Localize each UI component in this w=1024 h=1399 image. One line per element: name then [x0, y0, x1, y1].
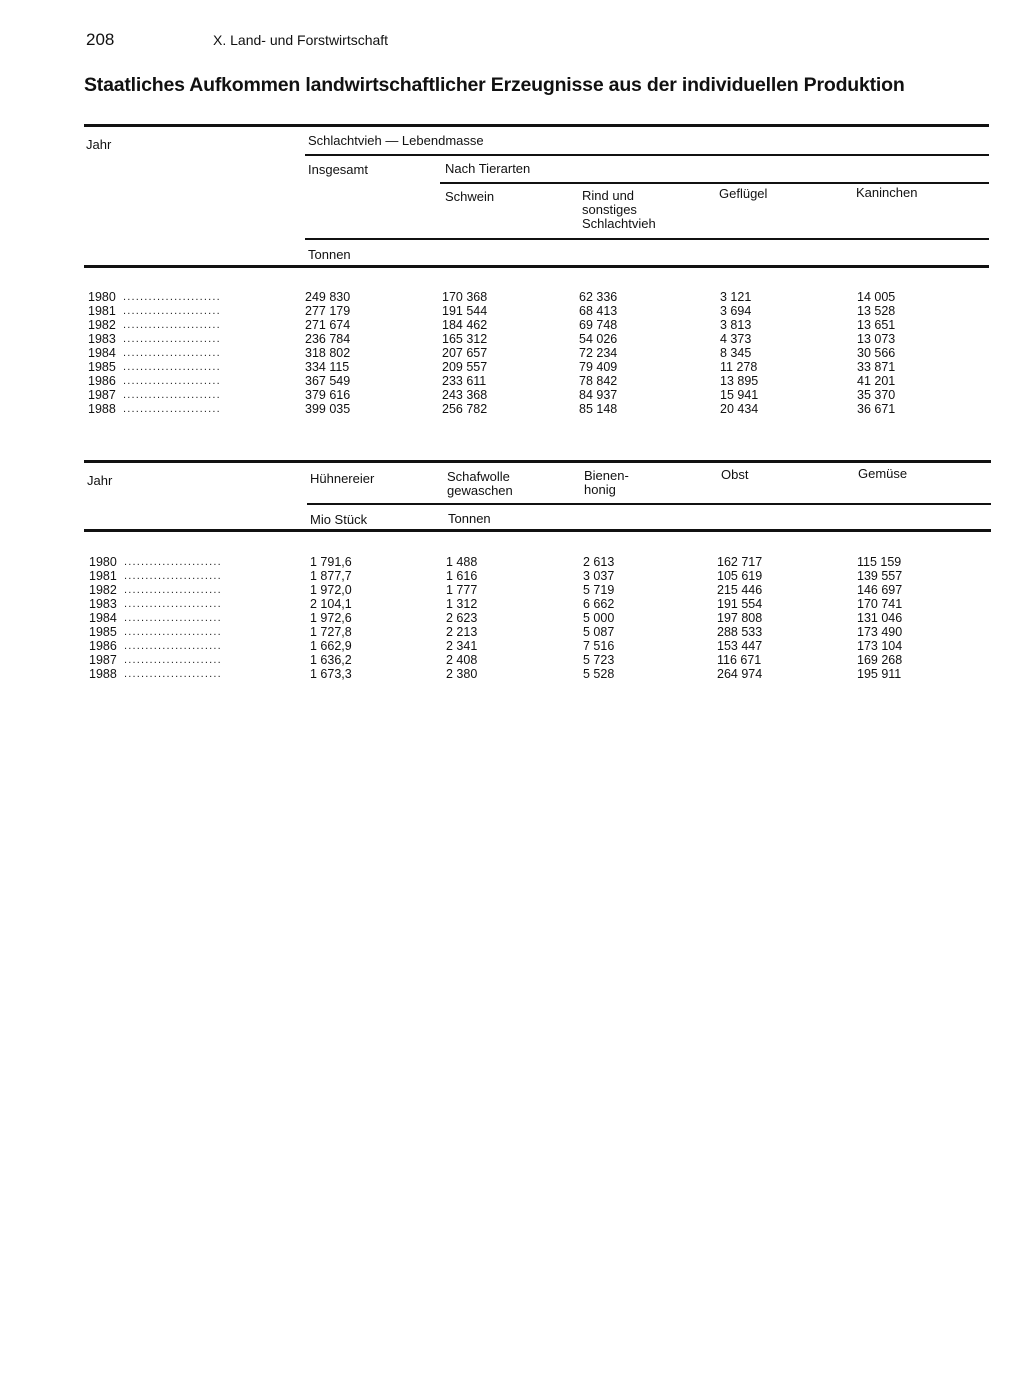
row-value: 72 234: [579, 346, 618, 360]
table-row: [88, 388, 988, 402]
col-schafwolle-line1: Schafwolle: [447, 469, 510, 484]
col-rind-line1: Rind und: [582, 188, 635, 203]
table-row: [89, 667, 989, 681]
row-value: 1 877,7: [310, 569, 352, 583]
row-value: 1 312: [446, 597, 478, 611]
row-year: 1988: [88, 402, 116, 416]
leader-dots: .......................: [123, 347, 221, 359]
table2-col-gemuese: Gemüse: [858, 466, 908, 481]
row-value: 209 557: [442, 360, 488, 374]
leader-dots: .......................: [124, 584, 222, 596]
row-value: 1 636,2: [310, 653, 352, 667]
table-row: [88, 290, 988, 304]
row-value: 191 554: [717, 597, 763, 611]
row-value: 3 037: [583, 569, 615, 583]
table-row: [88, 346, 988, 360]
row-value: 197 808: [717, 611, 763, 625]
leader-dots: .......................: [124, 626, 222, 638]
row-value: 69 748: [579, 318, 618, 332]
row-value: 139 557: [857, 569, 903, 583]
row-value: 243 368: [442, 388, 488, 402]
row-value: 277 179: [305, 304, 351, 318]
row-value: 15 941: [720, 388, 759, 402]
table2-unit-tonnen: Tonnen: [448, 511, 491, 526]
row-value: 3 694: [720, 304, 752, 318]
table2-col-obst: Obst: [721, 467, 749, 482]
table2-top-rule: [84, 460, 991, 463]
row-value: 35 370: [857, 388, 896, 402]
col-rind-line3: Schlachtvieh: [582, 216, 656, 231]
table1-subgroup-rule: [440, 182, 989, 184]
table2-col-bienenhonig: [584, 469, 629, 497]
table1-top-rule: [84, 124, 989, 127]
row-value: 3 813: [720, 318, 752, 332]
row-value: 5 087: [583, 625, 615, 639]
row-year: 1982: [89, 583, 117, 597]
row-value: 5 000: [583, 611, 615, 625]
row-value: 13 528: [857, 304, 896, 318]
leader-dots: .......................: [123, 403, 221, 415]
table-row: [89, 639, 989, 653]
row-year: 1981: [89, 569, 117, 583]
row-value: 20 434: [720, 402, 759, 416]
row-value: 5 719: [583, 583, 615, 597]
table1-insgesamt-header: Insgesamt: [308, 162, 368, 177]
row-value: 116 671: [717, 653, 762, 667]
row-value: 54 026: [579, 332, 618, 346]
row-value: 256 782: [442, 402, 488, 416]
chapter-heading: X. Land- und Forstwirtschaft: [213, 32, 389, 48]
row-value: 41 201: [857, 374, 896, 388]
row-year: 1986: [88, 374, 116, 388]
table1-group-rule: [305, 154, 989, 156]
row-value: 3 121: [720, 290, 752, 304]
row-value: 2 104,1: [310, 597, 352, 611]
row-value: 2 380: [446, 667, 478, 681]
row-value: 264 974: [717, 667, 763, 681]
row-value: 215 446: [717, 583, 763, 597]
table1-unit: Tonnen: [308, 247, 351, 262]
row-value: 153 447: [717, 639, 763, 653]
row-value: 105 619: [717, 569, 763, 583]
row-value: 1 791,6: [310, 555, 352, 569]
row-value: 233 611: [442, 374, 487, 388]
leader-dots: .......................: [124, 654, 222, 666]
table1-body: [88, 290, 988, 416]
table-row: [89, 611, 989, 625]
row-value: 184 462: [442, 318, 488, 332]
leader-dots: .......................: [123, 333, 221, 345]
row-value: 2 623: [446, 611, 478, 625]
row-value: 162 717: [717, 555, 763, 569]
row-value: 1 727,8: [310, 625, 352, 639]
table2-unit-rule: [307, 503, 991, 505]
table1-group-header: Schlachtvieh — Lebendmasse: [308, 133, 484, 148]
row-value: 169 268: [857, 653, 903, 667]
col-honig-line2: honig: [584, 482, 616, 497]
row-value: 2 408: [446, 653, 478, 667]
row-year: 1980: [89, 555, 117, 569]
table-row: [88, 402, 988, 416]
row-value: 271 674: [305, 318, 351, 332]
row-value: 173 490: [857, 625, 903, 639]
row-year: 1984: [89, 611, 117, 625]
table2-col-huehnereier: Hühnereier: [310, 471, 375, 486]
row-value: 13 895: [720, 374, 759, 388]
row-value: 334 115: [305, 360, 350, 374]
table-row: [89, 569, 989, 583]
row-year: 1985: [89, 625, 117, 639]
leader-dots: .......................: [124, 612, 222, 624]
row-year: 1981: [88, 304, 116, 318]
row-value: 170 368: [442, 290, 488, 304]
row-value: 288 533: [717, 625, 763, 639]
leader-dots: .......................: [124, 598, 222, 610]
row-value: 79 409: [579, 360, 618, 374]
row-value: 78 842: [579, 374, 618, 388]
row-value: 191 544: [442, 304, 488, 318]
table1-nach-tierarten-header: Nach Tierarten: [445, 161, 531, 176]
row-year: 1986: [89, 639, 117, 653]
col-rind-line2: sonstiges: [582, 202, 637, 217]
leader-dots: .......................: [123, 319, 221, 331]
row-year: 1983: [89, 597, 117, 611]
table1-col-schwein: Schwein: [445, 189, 495, 204]
table-row: [89, 555, 989, 569]
table2-col-schafwolle: [447, 470, 513, 498]
row-year: 1988: [89, 667, 117, 681]
row-year: 1987: [88, 388, 116, 402]
row-value: 30 566: [857, 346, 896, 360]
row-value: 6 662: [583, 597, 615, 611]
row-value: 8 345: [720, 346, 752, 360]
table1-jahr-header: Jahr: [86, 137, 112, 152]
row-value: 1 673,3: [310, 667, 352, 681]
row-value: 68 413: [579, 304, 618, 318]
leader-dots: .......................: [124, 570, 222, 582]
leader-dots: .......................: [124, 668, 222, 680]
table-row: [88, 332, 988, 346]
row-value: 249 830: [305, 290, 351, 304]
row-value: 207 657: [442, 346, 488, 360]
col-schafwolle-line2: gewaschen: [447, 483, 513, 498]
table-row: [88, 374, 988, 388]
row-value: 85 148: [579, 402, 618, 416]
table-row: [88, 360, 988, 374]
row-value: 170 741: [857, 597, 903, 611]
row-value: 165 312: [442, 332, 488, 346]
table2-unit-eier: Mio Stück: [310, 512, 368, 527]
row-value: 399 035: [305, 402, 351, 416]
row-value: 1 972,0: [310, 583, 352, 597]
table1-col-kaninchen: Kaninchen: [856, 185, 918, 200]
row-value: 36 671: [857, 402, 896, 416]
leader-dots: .......................: [123, 375, 221, 387]
table2-header-bottom-rule: [84, 529, 991, 532]
row-value: 146 697: [857, 583, 903, 597]
leader-dots: .......................: [123, 389, 221, 401]
row-value: 318 802: [305, 346, 351, 360]
row-value: 11 278: [720, 360, 758, 374]
row-value: 2 213: [446, 625, 478, 639]
table-row: [88, 304, 988, 318]
row-value: 1 488: [446, 555, 478, 569]
row-value: 7 516: [583, 639, 615, 653]
table-row: [89, 653, 989, 667]
table-row: [88, 318, 988, 332]
leader-dots: .......................: [124, 556, 222, 568]
row-value: 2 613: [583, 555, 615, 569]
table-row: [89, 625, 989, 639]
row-year: 1985: [88, 360, 116, 374]
leader-dots: .......................: [123, 361, 221, 373]
row-value: 5 723: [583, 653, 615, 667]
row-value: 13 651: [857, 318, 896, 332]
col-honig-line1: Bienen-: [584, 468, 629, 483]
page-number: 208: [86, 30, 115, 49]
row-value: 62 336: [579, 290, 618, 304]
row-value: 33 871: [857, 360, 896, 374]
row-value: 195 911: [857, 667, 902, 681]
table1-col-rind: [582, 189, 656, 231]
row-value: 131 046: [857, 611, 903, 625]
table-row: [89, 583, 989, 597]
leader-dots: .......................: [123, 305, 221, 317]
table-row: [89, 597, 989, 611]
row-value: 14 005: [857, 290, 896, 304]
table1-unit-rule: [305, 238, 989, 240]
row-year: 1983: [88, 332, 116, 346]
row-year: 1980: [88, 290, 116, 304]
row-year: 1984: [88, 346, 116, 360]
leader-dots: .......................: [124, 640, 222, 652]
row-value: 4 373: [720, 332, 752, 346]
row-year: 1982: [88, 318, 116, 332]
row-value: 1 972,6: [310, 611, 352, 625]
row-value: 1 777: [446, 583, 478, 597]
row-value: 236 784: [305, 332, 351, 346]
row-value: 115 159: [857, 555, 902, 569]
table2-jahr-header: Jahr: [87, 473, 113, 488]
row-value: 1 662,9: [310, 639, 352, 653]
row-year: 1987: [89, 653, 117, 667]
row-value: 367 549: [305, 374, 351, 388]
row-value: 173 104: [857, 639, 903, 653]
row-value: 13 073: [857, 332, 896, 346]
row-value: 2 341: [446, 639, 478, 653]
page-title: Staatliches Aufkommen landwirtschaftlicher Erzeugnisse aus der individuellen Produktion: [84, 74, 905, 96]
table2-body: [89, 555, 989, 681]
table1-col-gefluegel: Geflügel: [719, 186, 768, 201]
row-value: 84 937: [579, 388, 618, 402]
leader-dots: .......................: [123, 291, 221, 303]
row-value: 1 616: [446, 569, 478, 583]
row-value: 5 528: [583, 667, 615, 681]
row-value: 379 616: [305, 388, 351, 402]
table1-header-bottom-rule: [84, 265, 989, 268]
